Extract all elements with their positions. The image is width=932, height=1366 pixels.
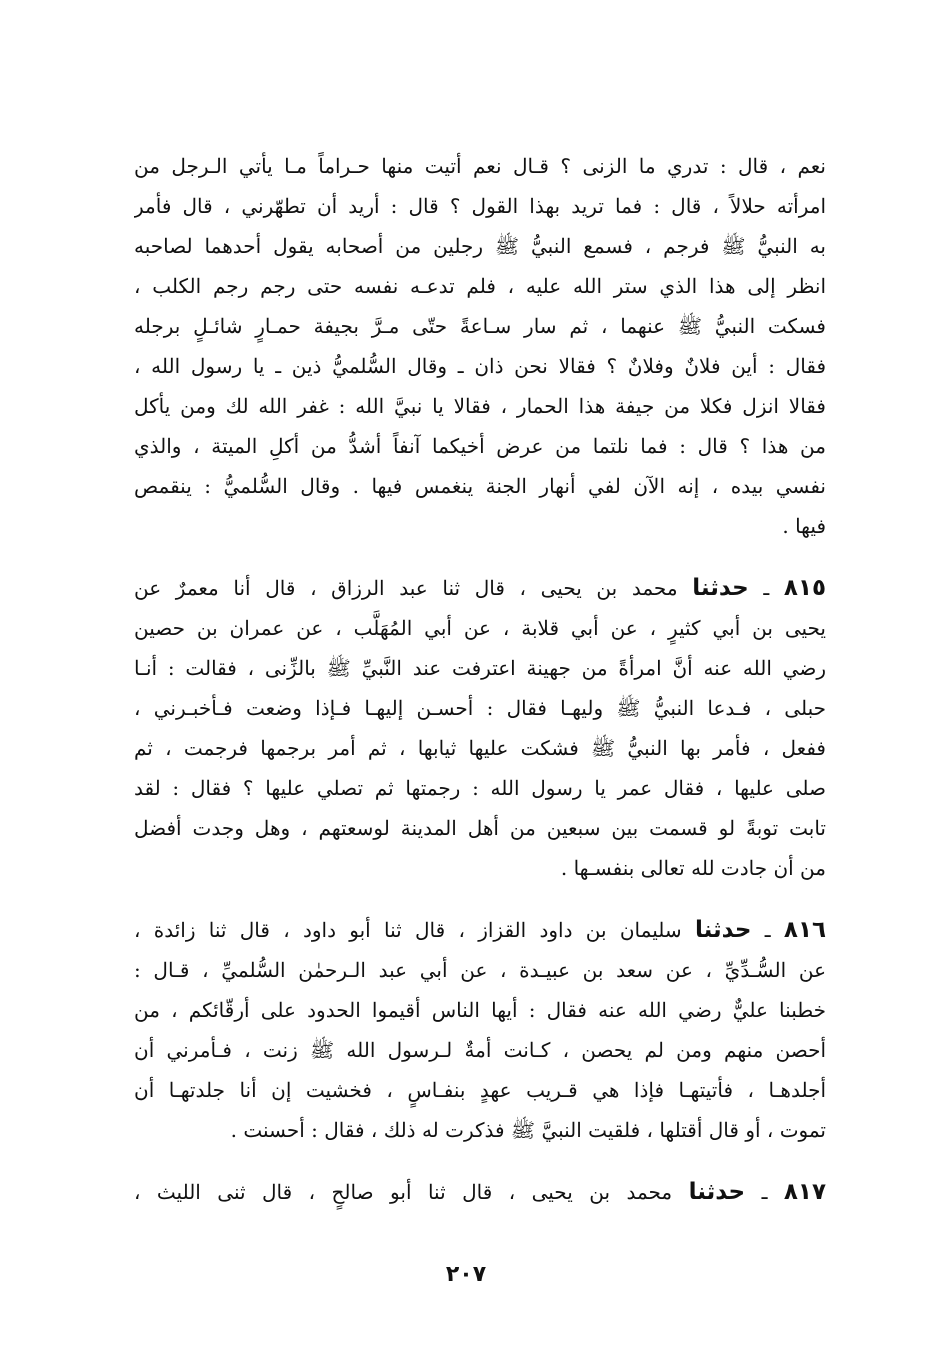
text-line: نفسي بيده ، إنه الآن لفي أنهار الجنة ينغمس فيها . وقال السُّلميُّ : ينقمص	[134, 474, 826, 498]
text-line: فقال : أين فلانٌ وفلانٌ ؟ فقالا نحن ذان ـ وقال السُّلميُّ ذين ـ يا رسول الله ،	[134, 354, 826, 378]
hadith-first-line	[134, 910, 826, 950]
hadith-815	[134, 568, 826, 888]
text-line: نعم ، قال : تدري ما الزنى ؟ قـال نعم أتيت منها حـراماً مـا يأتي الـرجل من	[134, 154, 826, 178]
text-line: خطبنا عليٌّ رضي الله عنه فقال : أيها الناس أقيموا الحدود على أرقّائكم ، من	[134, 998, 826, 1022]
paragraph-continuation	[134, 146, 826, 546]
text-line: عن السُّـدِّيِّ ، عن سعد بن عبيـدة ، عن أبي عبد الـرحمٰن السُّلميِّ ، قـال :	[134, 958, 826, 982]
page-text-block	[134, 146, 826, 1212]
text-line: من أن جادت لله تعالى بنفسـها .	[560, 856, 826, 880]
text-line: فسكت النبيُّ ﷺ عنهما ، ثم سار سـاعةً حتّى مـرَّ بجيفة حمـارٍ شائـلٍ برجله	[134, 314, 826, 338]
text-line: صلى عليها ، فقال عمر يا رسول الله : رجمتها ثم تصلي عليها ؟ فقال : لقد	[134, 776, 826, 800]
hadith-separator: ـ	[748, 576, 784, 600]
text-line: به النبيُّ ﷺ فرجم ، فسمع النبيُّ ﷺ رجلين من أصحابه يقول أحدهما لصاحبه	[134, 234, 826, 258]
text-line: تموت ، أو قال أقتلها ، فلقيت النبيَّ ﷺ فذكرت له ذلك ، فقال : أحسنت .	[230, 1118, 826, 1142]
paragraph-gap	[134, 888, 826, 910]
hadith-number: ٨١٧	[783, 1179, 826, 1205]
hadith-first-line-text: سليمان بن داود القزاز ، قال ثنا أبو داود ، قال ثنا زائدة ،	[134, 918, 682, 942]
text-line: امرأته حلالاً ، قال : فما تريد بهذا القول ؟ قال : أريد أن تطهّرني ، قال فأمر	[134, 194, 826, 218]
hadith-first-line-text: محمد بن يحيى ، قال ثنا أبو صالحٍ ، قال ثنى الليث ،	[134, 1180, 673, 1204]
hadith-816	[134, 910, 826, 1150]
text-line: فقالا انزل فكلا من جيفة هذا الحمار ، فقالا يا نبيَّ الله : غفر الله لك ومن يأكل	[134, 394, 826, 418]
hadith-817	[134, 1172, 826, 1212]
hadith-first-line	[134, 1172, 826, 1212]
hadith-keyword: حدثنا	[692, 575, 749, 601]
hadith-keyword: حدثنا	[688, 1179, 746, 1205]
hadith-separator: ـ	[751, 918, 784, 942]
text-line: يحيى بن أبي كثيرٍ ، عن أبي قلابة ، عن أبي المُهَلَّب ، عن عمران بن حصين	[134, 616, 826, 640]
hadith-first-line-text: محمد بن يحيى ، قال ثنا عبد الرزاق ، قال أنا معمرٌ عن	[134, 576, 678, 600]
text-line: أجلدهـا ، فأتيتهـا فإذا هي قـريب عهدٍ بنفـاسٍ ، فخشيت إن أنا جلدتهـا أن	[134, 1078, 826, 1102]
text-line: ففعل ، فأمر بها النبيُّ ﷺ فشكت عليها ثيابها ، ثم أمر برجمها فرجمت ، ثم	[134, 736, 826, 760]
text-line: انظر إلى هذا الذي ستر الله عليه ، فلم تدعـه نفسه حتى رجم رجم الكلب ،	[134, 274, 826, 298]
page-number: ٢٠٧	[445, 1262, 487, 1287]
text-line: أحصن منهم ومن لم يحصن ، كـانت أمةٌ لـرسول الله ﷺ زنت ، فـأمرني أن	[134, 1038, 826, 1062]
text-line: حبلى ، فـدعا النبيُّ ﷺ وليهـا فقال : أحسـن إليهـا فـإذا وضعت فـأخبـرني ،	[134, 696, 826, 720]
hadith-first-line	[134, 568, 826, 608]
text-line: من هذا ؟ قال : فما نلتما من عرض أخيكما آنفاً أشدُّ من أكلِ الميتة ، والذي	[134, 434, 826, 458]
hadith-number: ٨١٦	[783, 917, 826, 943]
text-line: تابت توبةً لو قسمت بين سبعين من أهل المدينة لوسعتهم ، وهل وجدت أفضل	[134, 816, 826, 840]
hadith-keyword: حدثنا	[694, 917, 752, 943]
hadith-separator: ـ	[745, 1180, 784, 1204]
hadith-number: ٨١٥	[783, 575, 826, 601]
paragraph-gap	[134, 546, 826, 568]
text-line: فيها .	[782, 514, 826, 538]
text-line: رضي الله عنه أنَّ امرأةً من جهينة اعترفت عند النَّبيِّ ﷺ بالزِّنى ، فقالت : أنـا	[134, 656, 826, 680]
paragraph-gap	[134, 1150, 826, 1172]
